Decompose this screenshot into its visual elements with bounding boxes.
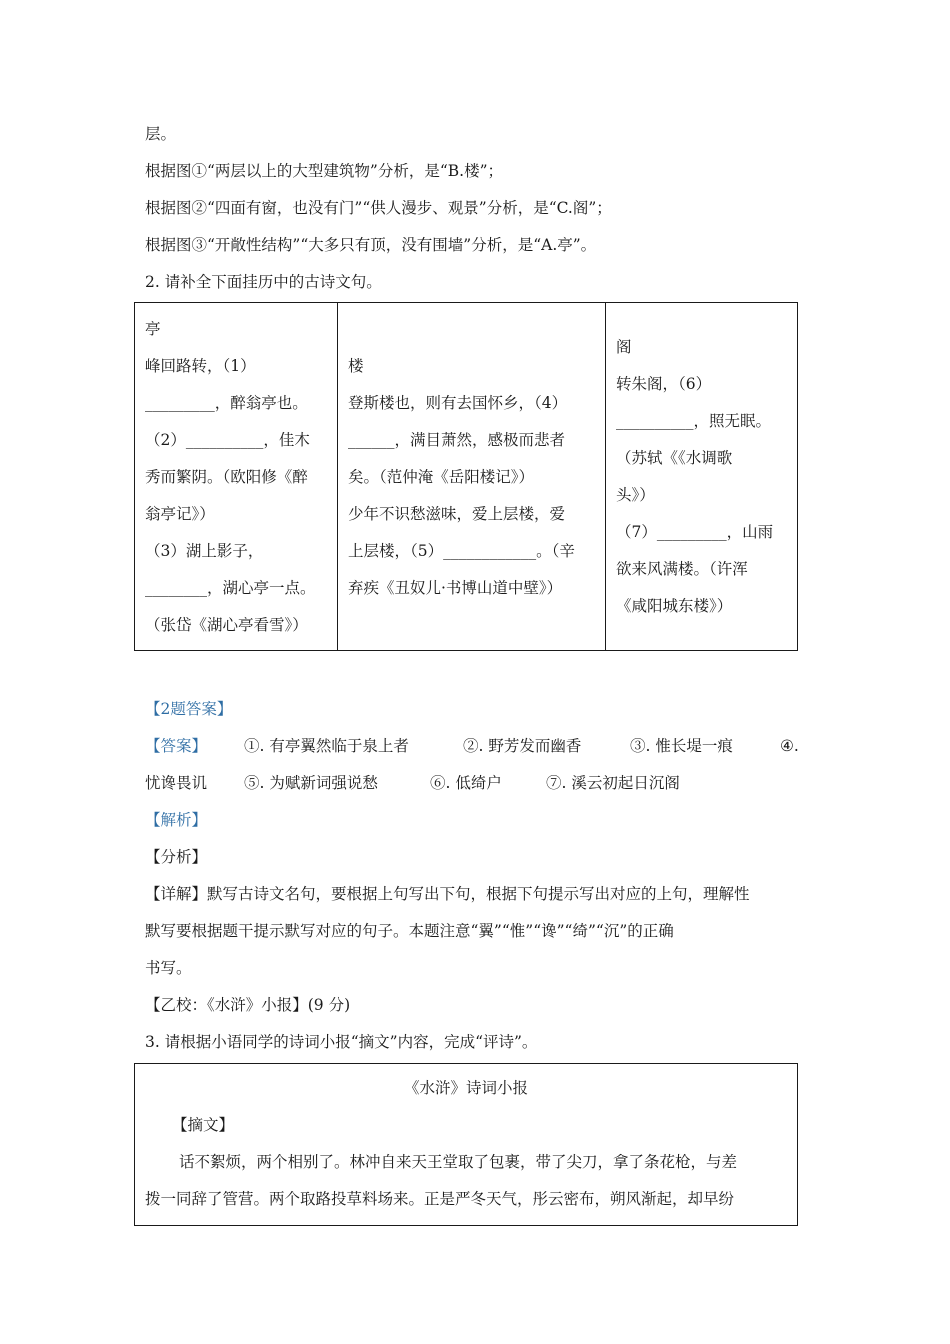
calendar-line: 欲来风满楼。（许浑	[616, 560, 748, 578]
answer-label: 【答案】	[145, 737, 208, 755]
calendar-line: 矣。（范仲淹《岳阳楼记》）	[348, 468, 535, 486]
answer-section-header: 【2题答案】	[145, 700, 233, 718]
calendar-line: 登斯楼也，则有去国怀乡，（4）	[348, 394, 568, 412]
column-heading: 亭	[145, 320, 161, 338]
column-heading: 阁	[616, 338, 632, 356]
school-section-title: 【乙校：《水浒》小报】(9 分)	[145, 996, 351, 1014]
fenxi-label: 【分析】	[145, 848, 208, 866]
calendar-line: 头》）	[616, 486, 655, 504]
calendar-line: __________，照无眠。	[616, 412, 772, 430]
answer-item: ①. 有亭翼然临于泉上者	[244, 737, 409, 755]
calendar-line: （2）__________，佳木	[145, 431, 310, 449]
answer-item: ⑦. 溪云初起日沉阁	[546, 774, 680, 792]
newspaper-subhead: 【摘文】	[172, 1116, 235, 1134]
calendar-line: _________，醉翁亭也。	[145, 394, 308, 412]
text-line: 根据图②“四面有窗，也没有门”“供人漫步、观景”分析，是“C.阁”；	[145, 199, 612, 217]
calendar-column-ge	[606, 303, 799, 650]
calendar-line: （3）湖上影子，	[145, 542, 264, 560]
calendar-line: ________，湖心亭一点。	[145, 579, 316, 597]
question-2: 2. 请补全下面挂历中的古诗文句。	[145, 273, 382, 291]
newspaper-box	[134, 1063, 798, 1226]
answer-item: ④.	[780, 737, 799, 755]
newspaper-paragraph: 话不絮烦，两个相别了。林冲自来天王堂取了包裹，带了尖刀，拿了条花枪，与差	[179, 1153, 738, 1171]
calendar-column-ting	[135, 303, 338, 650]
calendar-table	[134, 302, 798, 651]
text-line: 层。	[145, 125, 177, 143]
calendar-line: 上层楼，（5）____________。（辛	[348, 542, 575, 560]
analysis-label: 【解析】	[145, 811, 208, 829]
calendar-line: （苏轼《《水调歌	[616, 449, 733, 467]
answer-item: ③. 惟长堤一痕	[630, 737, 733, 755]
newspaper-title: 《水浒》诗词小报	[403, 1079, 528, 1097]
answer-item: ②. 野芳发而幽香	[463, 737, 582, 755]
detail-text: 【详解】默写古诗文名句，要根据上句写出下句，根据下句提示写出对应的上句，理解性	[145, 885, 750, 903]
calendar-line: 转朱阁，（6）	[616, 375, 712, 393]
detail-text: 默写要根据题干提示默写对应的句子。本题注意“翼”“惟”“谗”“绮”“沉”的正确	[145, 922, 674, 940]
calendar-line: 《咸阳城东楼》）	[616, 597, 733, 615]
calendar-line: ______，满目萧然，感极而悲者	[348, 431, 566, 449]
calendar-line: （张岱《湖心亭看雪》）	[145, 616, 308, 634]
text-line: 根据图①“两层以上的大型建筑物”分析，是“B.楼”；	[145, 162, 504, 180]
answer-item: 忧谗畏讥	[145, 774, 208, 792]
answer-item: ⑤. 为赋新词强说愁	[244, 774, 378, 792]
calendar-line: 秀而繁阴。（欧阳修《醉	[145, 468, 308, 486]
calendar-line: （7）_________，山雨	[616, 523, 774, 541]
calendar-column-lou	[338, 303, 606, 650]
newspaper-paragraph: 拨一同辞了管营。两个取路投草料场来。正是严冬天气，彤云密布，朔风渐起，却早纷	[145, 1190, 735, 1208]
calendar-line: 弃疾《丑奴儿·书博山道中壁》）	[348, 579, 563, 597]
question-3: 3. 请根据小语同学的诗词小报“摘文”内容，完成“评诗”。	[145, 1033, 538, 1051]
column-heading: 楼	[348, 357, 364, 375]
calendar-line: 峰回路转，（1）	[145, 357, 256, 375]
calendar-line: 少年不识愁滋味，爱上层楼，爱	[348, 505, 566, 523]
calendar-line: 翁亭记》）	[145, 505, 215, 523]
answer-item: ⑥. 低绮户	[430, 774, 502, 792]
text-line: 根据图③“开敞性结构”“大多只有顶，没有围墙”分析，是“A.亭”。	[145, 236, 597, 254]
detail-text: 书写。	[145, 959, 192, 977]
